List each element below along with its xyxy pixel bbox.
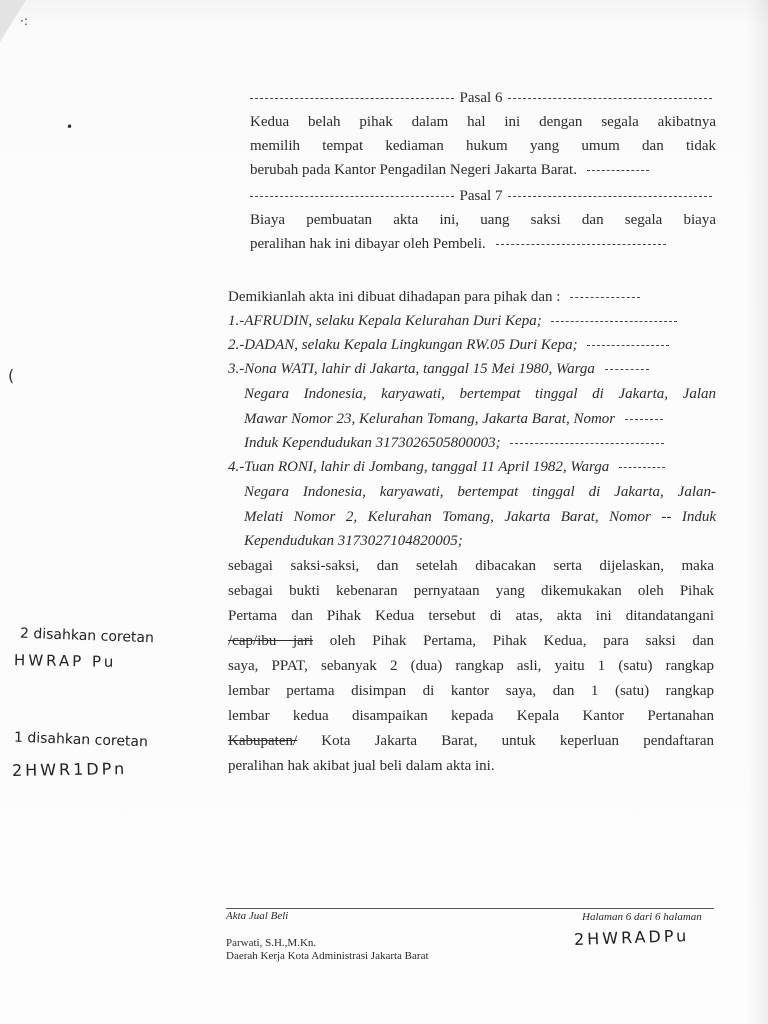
footer-doc-title: Akta Jual Beli [226, 910, 289, 922]
body-line-5: saya, PPAT, sebanyak 2 (dua) rangkap asli, yaitu 1 (satu) rangkap [228, 658, 714, 674]
witness-3-line-4: Induk Kependudukan 3173026505800003; [244, 433, 664, 453]
pasal-6-heading: Pasal 6 [250, 88, 712, 108]
margin-note-2-line-2: 2HWR1DPn [11, 758, 128, 781]
footer-page-number: Halaman 6 dari 6 halaman [582, 911, 702, 923]
witness-4-line-3: Melati Nomor 2, Kelurahan Tomang, Jakarta Barat, Nomor -- Induk [244, 509, 716, 525]
pasal-7-line-1: Biaya pembuatan akta ini, uang saksi dan segala biaya [250, 212, 716, 228]
body-line-7: lembar kedua disampaikan kepada Kepala Kantor Pertanahan [228, 708, 714, 724]
footer-initials: 2HWRADPu [573, 925, 690, 950]
footer-divider [226, 908, 714, 909]
margin-note-1-line-1: 2 disahkan coretan [19, 625, 155, 647]
margin-note-1-line-2: HWRAP Pu [13, 651, 117, 671]
pasal-6-line-2: memilih tempat kediaman hukum yang umum dan tidak [250, 138, 716, 154]
body-line-8: Kabupaten/ Kota Jakarta Barat, untuk keperluan pendaftaran [228, 733, 714, 749]
struck-text: /cap/ibu jari [228, 633, 314, 649]
margin-note-2-line-1: 1 disahkan coretan [13, 729, 149, 751]
witness-4-line-1: 4.-Tuan RONI, lahir di Jombang, tanggal 11 April 1982, Warga [228, 457, 665, 477]
pasal-6-line-1: Kedua belah pihak dalam hal ini dengan segala akibatnya [250, 114, 716, 130]
body-line-1: sebagai saksi-saksi, dan setelah dibacakan serta dijelaskan, maka [228, 558, 714, 574]
pasal-7-heading: Pasal 7 [250, 186, 712, 206]
witness-3-line-3: Mawar Nomor 23, Kelurahan Tomang, Jakarta Barat, Nomor [244, 409, 663, 429]
witness-2: 2.-DADAN, selaku Kepala Lingkungan RW.05 Duri Kepa; [228, 335, 669, 355]
witness-3-line-2: Negara Indonesia, karyawati, bertempat tinggal di Jakarta, Jalan [244, 386, 716, 402]
footer-notary-region: Daerah Kerja Kota Administrasi Jakarta Barat [226, 950, 429, 962]
pasal-7-line-2: peralihan hak ini dibayar oleh Pembeli. [250, 234, 666, 254]
witness-4-line-2: Negara Indonesia, karyawati, bertempat tinggal di Jakarta, Jalan- [244, 484, 716, 500]
body-line-2: sebagai bukti kebenaran pernyataan yang dikemukakan oleh Pihak [228, 583, 714, 599]
witness-1: 1.-AFRUDIN, selaku Kepala Kelurahan Duri Kepa; [228, 311, 677, 331]
body-line-9: peralihan hak akibat jual beli dalam akta ini. [228, 758, 495, 774]
body-line-6: lembar pertama disimpan di kantor saya, dan 1 (satu) rangkap [228, 683, 714, 699]
scan-speck: ( [8, 366, 15, 385]
body-line-3: Pertama dan Pihak Kedua tersebut di atas, akta ini ditandatangani [228, 608, 714, 624]
pasal-6-line-3: berubah pada Kantor Pengadilan Negeri Jakarta Barat. [250, 160, 649, 180]
struck-text: Kabupaten/ [228, 733, 298, 749]
footer-notary-name: Parwati, S.H.,M.Kn. [226, 937, 317, 949]
body-line-4: /cap/ibu jari oleh Pihak Pertama, Pihak Kedua, para saksi dan [228, 633, 715, 649]
witness-4-line-4: Kependudukan 3173027104820005; [244, 533, 463, 549]
witness-3-line-1: 3.-Nona WATI, lahir di Jakarta, tanggal 15 Mei 1980, Warga [228, 359, 649, 379]
page-edge-shadow [746, 0, 768, 1024]
closing-intro: Demikianlah akta ini dibuat dihadapan para pihak dan : [228, 287, 640, 307]
scan-speck: • [66, 120, 74, 134]
scan-speck: ·: [20, 14, 28, 28]
